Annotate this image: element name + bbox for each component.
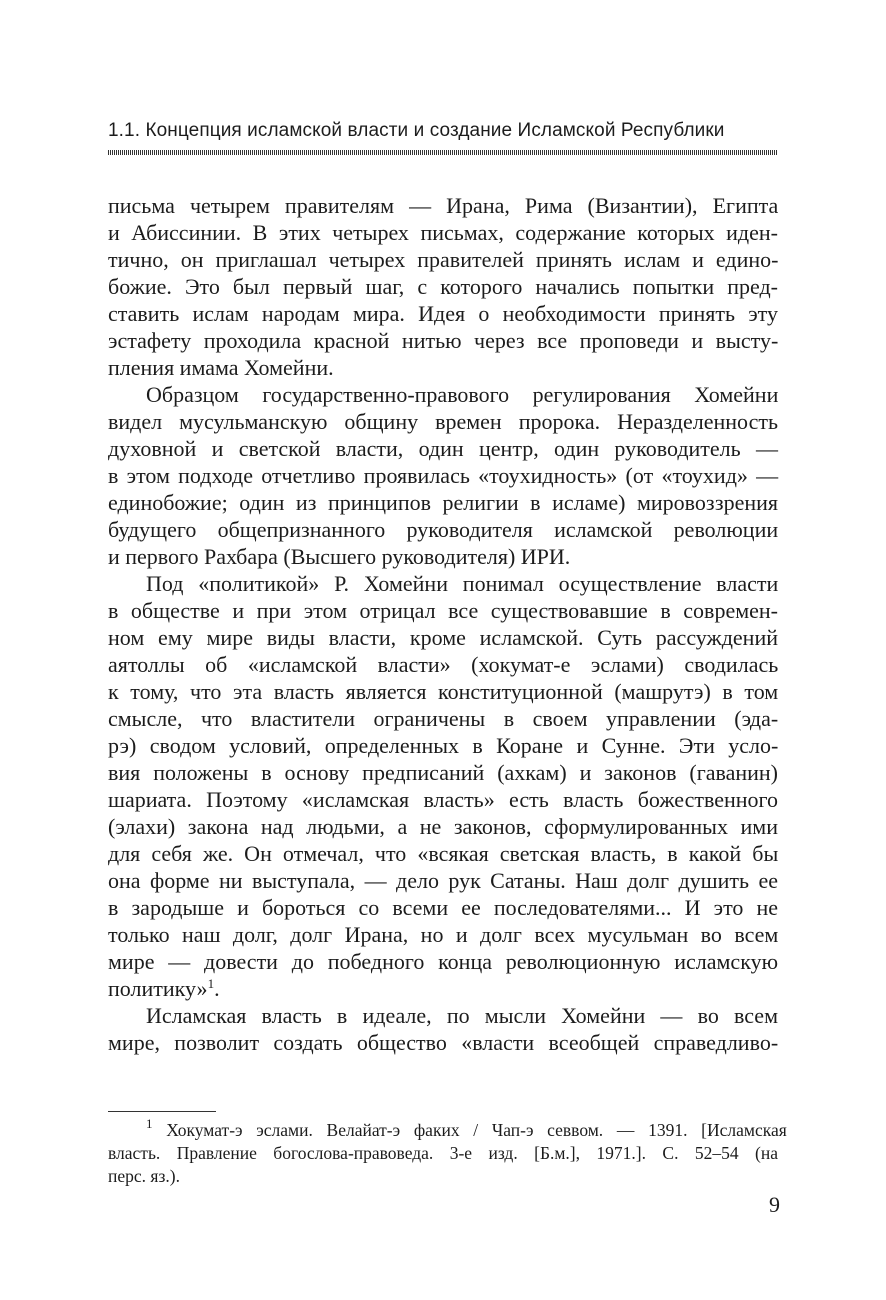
text-line: в зародыше и бороться со всеми ее последователями... И это не [108, 895, 779, 920]
paragraph-2 [108, 381, 778, 570]
text-line [108, 975, 778, 1002]
text-line: и Абиссинии. В этих четырех письмах, содержание которых иден- [108, 220, 778, 245]
text-line: духовной и светской власти, один центр, один руководитель — [108, 436, 778, 461]
text-line: аятоллы об «исламской власти» (хокумат-е эслами) сводилась [108, 652, 779, 677]
paragraph-1 [108, 192, 778, 381]
text-line: Исламская власть в идеале, по мысли Хомейни — во всем [146, 1003, 778, 1028]
footnote-reference[interactable]: 1 [207, 976, 215, 991]
text-line: смысле, что властители ограничены в своем управлении (эда- [108, 706, 779, 731]
text-line: в обществе и при этом отрицал все существовавшие в современ- [108, 598, 778, 623]
text-line: будущего общепризнанного руководителя исламской революции [108, 517, 779, 542]
text-line: письма четырем правителям — Ирана, Рима (Византии), Египта [108, 193, 779, 218]
main-text [108, 192, 778, 1056]
text-line: эстафету проходила красной нитью через все проповеди и высту- [108, 328, 779, 353]
paragraph-4 [108, 1002, 778, 1056]
text-line: в этом подходе отчетливо проявилась «тоухидность» (от «тоухид» — [108, 463, 779, 488]
text-line: тично, он приглашал четырех правителей принять ислам и едино- [108, 247, 779, 272]
text-line: шариата. Поэтому «исламская власть» есть власть божественного [108, 787, 778, 812]
text-line: вия положены в основу предписаний (ахкам) и законов (гаванин) [108, 760, 778, 785]
footnote-divider [108, 1111, 216, 1112]
footnote-text: Хокумат-э эслами. Велайат-э факих / Чап-э севвом. — 1391. [Исламская [166, 1120, 787, 1140]
running-header: 1.1. Концепция исламской власти и создание Исламской Республики [108, 120, 725, 141]
text-line: рэ) сводом условий, определенных в Коране и Сунне. Эти усло- [108, 733, 779, 758]
footnote [108, 1116, 787, 1188]
text-line: ном ему мире виды власти, кроме исламской. Суть рассуждений [108, 625, 778, 650]
text-line: только наш долг, долг Ирана, но и долг всех мусульман во всем [108, 922, 779, 947]
footnote-line [108, 1116, 787, 1142]
text-line-content: политику» [108, 976, 208, 1001]
footnote-line: власть. Правление богослова-правоведа. 3-е изд. [Б.м.], 1971.]. С. 52–54 (на [108, 1143, 778, 1163]
text-line: божие. Это был первый шаг, с которого начались попытки пред- [108, 274, 778, 299]
header-rule [108, 150, 778, 155]
text-line: она форме ни выступала, — дело рук Сатаны. Наш долг душить ее [108, 868, 778, 893]
footnote-line: перс. яз.). [108, 1166, 180, 1186]
text-line: мире, позволит создать общество «власти всеобщей справедливо- [108, 1030, 779, 1055]
sentence-period: . [214, 976, 220, 1001]
text-line: ставить ислам народам мира. Идея о необходимости принять эту [108, 301, 778, 326]
text-line: (элахи) закона над людьми, а не законов, сформулированных ими [108, 814, 778, 839]
paragraph-3 [108, 570, 778, 1002]
page-number: 9 [769, 1192, 780, 1217]
text-line: видел мусульманскую общину времен пророка. Неразделенность [108, 409, 778, 434]
text-line: пления имама Хомейни. [108, 355, 334, 380]
text-line: к тому, что эта власть является конституционной (машрутэ) в том [108, 679, 779, 704]
text-line: мире — довести до победного конца революционную исламскую [108, 949, 779, 974]
text-line: Образцом государственно-правового регулирования Хомейни [146, 382, 779, 407]
text-line: для себя же. Он отмечал, что «всякая светская власть, в какой бы [108, 841, 779, 866]
text-line: и первого Рахбара (Высшего руководителя) ИРИ. [108, 544, 571, 569]
footnote-number: 1 [146, 1116, 153, 1131]
text-line: Под «политикой» Р. Хомейни понимал осуществление власти [146, 571, 779, 596]
text-line: единобожие; один из принципов религии в исламе) мировоззрения [108, 490, 778, 515]
